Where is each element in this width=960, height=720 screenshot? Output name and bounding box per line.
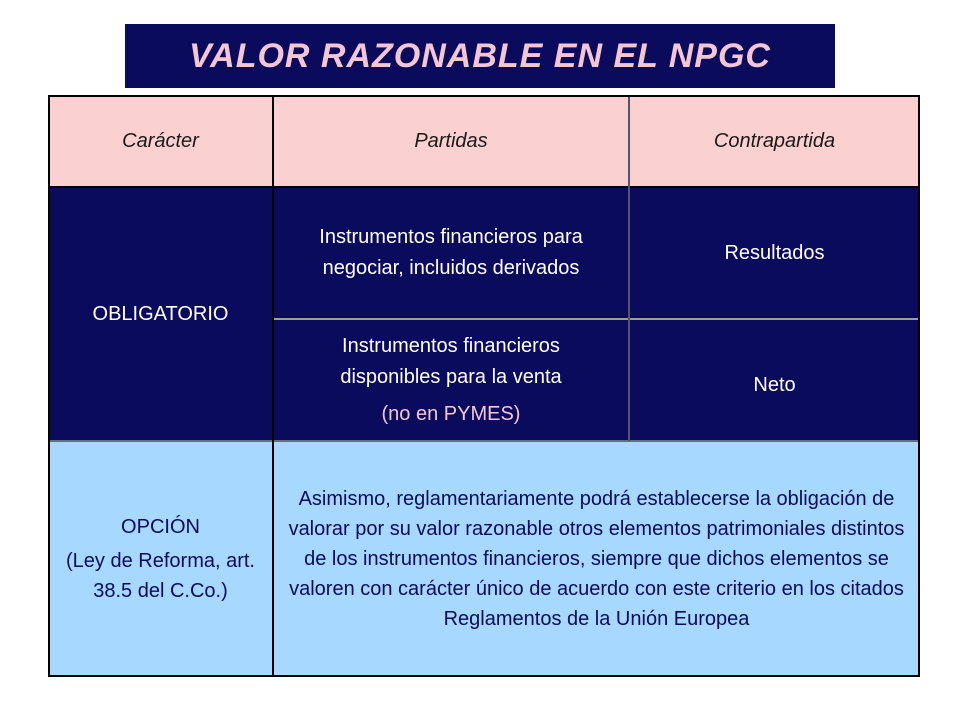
header-contrapartida: Contrapartida [629,95,920,187]
header-partidas: Partidas [273,95,629,187]
fair-value-table [48,95,920,677]
table-border [48,95,920,677]
header-caracter: Carácter [48,95,273,187]
opcion-sublabel: (Ley de Reforma, art. 38.5 del C.Co.) [66,550,255,602]
partida-negociar-text: Instrumentos financieros para negociar, incluidos derivados [319,226,583,279]
page-title: VALOR RAZONABLE EN EL NPGC [189,36,771,75]
opcion-label: OPCIÓN [121,516,200,538]
pymes-note: (no en PYMES) [381,402,521,425]
opcion-text: Asimismo, reglamentariamente podrá establecerse la obligación de valorar por su valor razonable otros elementos patrimoniales distintos de los instrumentos financieros, siempre que dichos elementos se valoren con carácter único de acuerdo con este criterio en los citados Reglamentos de la Unión Europea [288,488,905,630]
obligatorio-label: OBLIGATORIO [92,302,229,325]
title-banner [125,24,835,88]
contrapartida-neto: Neto [753,373,796,396]
contrapartida-resultados: Resultados [724,241,825,264]
partida-venta-text: Instrumentos financieros disponibles para la venta [340,334,562,388]
